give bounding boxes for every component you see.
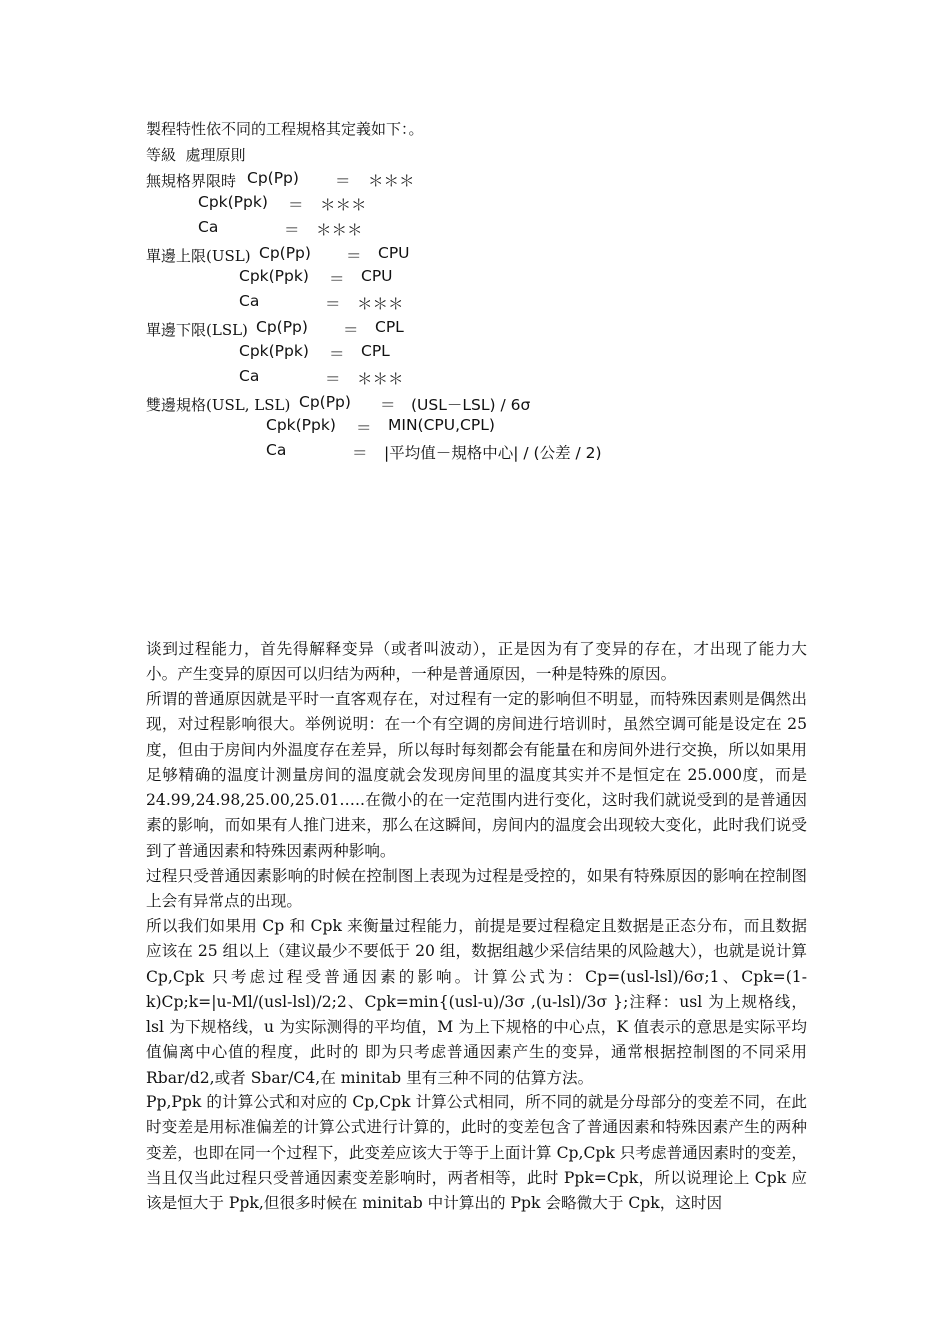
row-value: CPL	[361, 342, 390, 360]
row-label: Cp(Pp)	[247, 169, 299, 187]
row-eq: ＝	[329, 270, 345, 288]
row-group-lsl: 單邊下限(LSL)	[146, 321, 248, 339]
row-value: ＊＊＊	[357, 295, 404, 313]
row-label: Cpk(Ppk)	[239, 267, 309, 285]
paragraph: 过程只受普通因素影响的时候在控制图上表现为过程是受控的，如果有特殊原因的影响在控制图上会有异常点的出现。	[146, 867, 807, 911]
paragraph: 谈到过程能力，首先得解释变异（或者叫波动），正是因为有了变异的存在，才出现了能力大小。产生变异的原因可以归结为两种，一种是普通原因，一种是特殊的原因。	[146, 640, 807, 684]
row-eq: ＝	[346, 247, 362, 265]
row-label: Cpk(Ppk)	[239, 342, 309, 360]
row-eq: ＝	[335, 172, 351, 190]
row-value: ＊＊＊	[320, 196, 367, 214]
row-eq: ＝	[352, 444, 368, 462]
row-label: Cpk(Ppk)	[266, 416, 336, 434]
row-label: Ca	[239, 367, 260, 385]
row-eq: ＝	[325, 370, 341, 388]
row-eq: ＝	[288, 196, 304, 214]
row-eq: ＝	[329, 345, 345, 363]
row-value: CPU	[378, 244, 410, 262]
table-title: 製程特性依不同的工程規格其定義如下：。	[146, 120, 424, 138]
row-value: (USL－LSL) / 6σ	[411, 396, 531, 414]
row-value: ＊＊＊	[357, 370, 404, 388]
row-label: Ca	[198, 218, 219, 236]
paragraph: 所谓的普通原因就是平时一直客观存在，对过程有一定的影响但不明显，而特殊因素则是偶然出现，对过程影响很大。举例说明：在一个有空调的房间进行培训时，虽然空调可能是设定在 25 度，但由于房间内外温度存在差异，所以每时每刻都会有能量在和房间外进行交换，所以如果用足够精确的温度计测量房间的温度就会发现房间里的温度其实并不是恒定在 25.000度，而是 24.99,24.98,25.00,25.01…..在微小的在一定范围内进行变化，这时我们就说受到的是普通因素的影响，而如果有人推门进来，那么在这瞬间，房间内的温度会出现较大变化，此时我们说受到了普通因素和特殊因素两种影响。	[146, 690, 807, 860]
row-label: Cpk(Ppk)	[198, 193, 268, 211]
row-group-usl: 單邊上限(USL)	[146, 247, 251, 265]
row-label: Cp(Pp)	[256, 318, 308, 336]
row-group-no-limit: 無規格界限時	[146, 172, 237, 190]
row-value: CPU	[361, 267, 393, 285]
row-eq: ＝	[343, 321, 359, 339]
row-label: Ca	[266, 441, 287, 459]
row-eq: ＝	[325, 295, 341, 313]
row-eq: ＝	[356, 419, 372, 437]
row-eq: ＝	[284, 221, 300, 239]
row-value: ＊＊＊	[316, 221, 363, 239]
row-group-two-sided: 雙邊規格(USL, LSL)	[146, 396, 291, 414]
row-label: Cp(Pp)	[259, 244, 311, 262]
row-eq: ＝	[380, 396, 396, 414]
row-value: CPL	[375, 318, 404, 336]
row-value: MIN(CPU,CPL)	[388, 416, 495, 434]
row-label: Ca	[239, 292, 260, 310]
paragraph: Pp,Ppk 的计算公式和对应的 Cp,Cpk 计算公式相同，所不同的就是分母部分的变差不同，在此时变差是用标准偏差的计算公式进行计算的，此时的变差包含了普通因素和特殊因素产生的两种变差，也即在同一个过程下，此变差应该大于等于上面计算 Cp,Cpk 只考虑普通因素时的变差，当且仅当此过程只受普通因素变差影响时，两者相等，此时 Ppk=Cpk，所以说理论上 Cpk 应该是恒大于 Ppk,但很多时候在 minitab 中计算出的 Ppk 会略微大于 Cpk，这时因	[146, 1093, 807, 1213]
table-header: 等級 處理原則	[146, 146, 246, 164]
row-label: Cp(Pp)	[299, 393, 351, 411]
row-value: |平均值－規格中心| / (公差 / 2)	[384, 444, 602, 462]
row-value: ＊＊＊	[368, 172, 415, 190]
paragraph: 所以我们如果用 Cp 和 Cpk 来衡量过程能力，前提是要过程稳定且数据是正态分布，而且数据应该在 25 组以上（建议最少不要低于 20 组，数据组越少采信结果的风险越大），也就是说计算 Cp,Cpk 只考虑过程受普通因素的影响。计算公式为：Cp=(usl-lsl)/6σ;1、Cpk=(1-k)Cp;k=|u-Ml/(usl-lsl)/2;2、Cpk=min{(usl-u)/3σ ,(u-lsl)/3σ };注释：usl 为上规格线，lsl 为下规格线，u 为实际测得的平均值，M 为上下规格的中心点，K 值表示的意思是实际平均值偏离中心值的程度，此时的 即为只考虑普通因素产生的变异，通常根据控制图的不同采用 Rbar/d2,或者 Sbar/C4,在 minitab 里有三种不同的估算方法。	[146, 917, 807, 1087]
